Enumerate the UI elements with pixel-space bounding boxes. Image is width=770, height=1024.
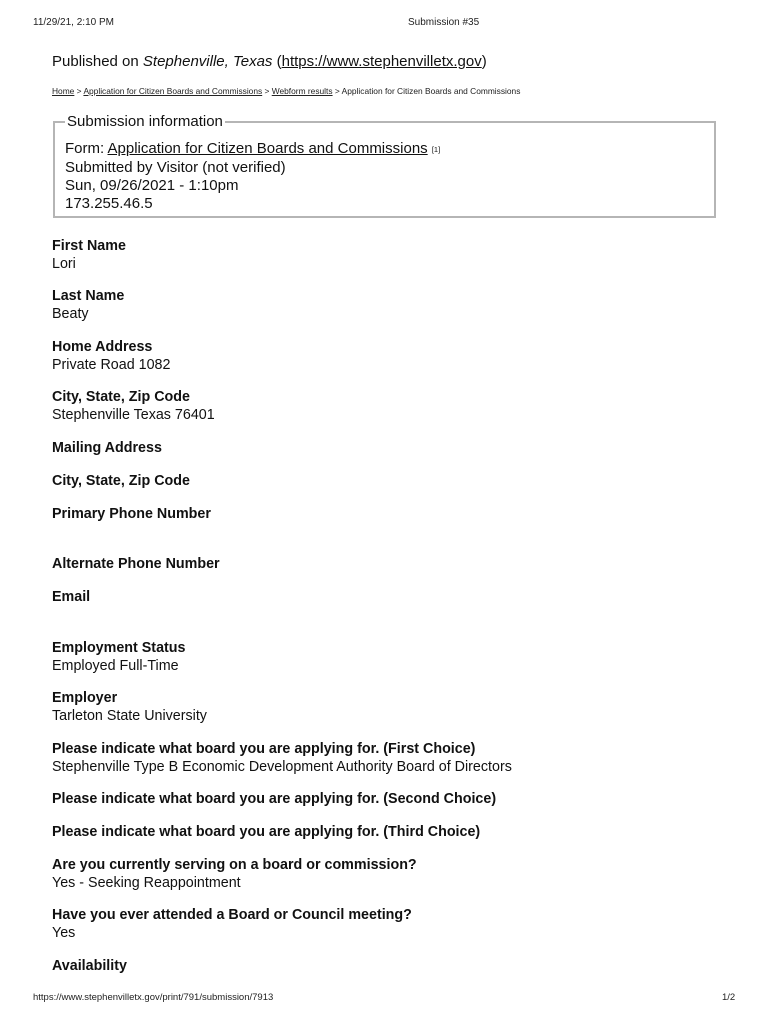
- published-open-paren: (: [272, 53, 282, 70]
- field-label: Employment Status: [52, 640, 186, 656]
- submission-form-line: [65, 140, 440, 159]
- site-name: Stephenville, Texas: [142, 53, 273, 70]
- published-line: [52, 53, 487, 70]
- form-reference: [1]: [431, 145, 441, 154]
- published-close-paren: ): [481, 53, 487, 70]
- field-board-second-choice: [52, 790, 496, 808]
- field-label: Please indicate what board you are applying for. (First Choice): [52, 741, 476, 757]
- field-label: Are you currently serving on a board or commission?: [52, 857, 417, 873]
- field-board-third-choice: [52, 823, 480, 841]
- field-value: Tarleton State University: [52, 708, 207, 724]
- breadcrumb-home-link[interactable]: Home: [52, 86, 75, 96]
- field-city-state-zip: [52, 388, 215, 424]
- field-attended-meeting: [52, 906, 412, 942]
- field-label: Alternate Phone Number: [52, 556, 220, 572]
- field-value: Beaty: [52, 306, 89, 322]
- field-label: First Name: [52, 238, 126, 254]
- field-label: Home Address: [52, 339, 153, 355]
- breadcrumb-separator: >: [74, 86, 84, 96]
- print-footer-url: https://www.stephenvilletx.gov/print/791/submission/7913: [33, 992, 274, 1003]
- field-label: City, State, Zip Code: [52, 473, 190, 489]
- field-value: Private Road 1082: [52, 357, 171, 373]
- print-datetime: 11/29/21, 2:10 PM: [33, 17, 114, 28]
- field-employment-status: [52, 639, 185, 675]
- form-prefix: Form:: [65, 140, 108, 157]
- field-value: Stephenville Texas 76401: [52, 407, 215, 423]
- field-availability: [52, 957, 127, 975]
- published-prefix: Published on: [52, 53, 143, 70]
- field-employer: [52, 689, 207, 725]
- field-value: Stephenville Type B Economic Development Authority Board of Directors: [52, 759, 512, 775]
- field-last-name: [52, 287, 124, 323]
- breadcrumb-form-link[interactable]: Application for Citizen Boards and Commissions: [83, 86, 263, 96]
- breadcrumb-current: Application for Citizen Boards and Commissions: [341, 86, 521, 96]
- field-label: City, State, Zip Code: [52, 389, 190, 405]
- print-page-number: 1/2: [722, 992, 736, 1003]
- submission-ip: 173.255.46.5: [65, 195, 153, 212]
- field-primary-phone: [52, 505, 211, 523]
- submission-info-content: [65, 140, 440, 213]
- field-mailing-address: [52, 439, 162, 457]
- field-home-address: [52, 338, 170, 374]
- field-board-first-choice: [52, 740, 512, 776]
- field-value: Yes - Seeking Reappointment: [52, 875, 241, 891]
- field-email: [52, 588, 90, 606]
- field-label: Employer: [52, 690, 118, 706]
- field-label: Have you ever attended a Board or Council meeting?: [52, 907, 412, 923]
- field-mailing-city-state-zip: [52, 472, 190, 490]
- breadcrumb: [52, 86, 520, 96]
- field-currently-serving: [52, 856, 417, 892]
- field-first-name: [52, 237, 126, 273]
- submitted-by: Submitted by Visitor (not verified): [65, 159, 286, 176]
- field-value: Employed Full-Time: [52, 658, 179, 674]
- print-title: Submission #35: [408, 17, 480, 28]
- field-value: Yes: [52, 925, 76, 941]
- field-value: Lori: [52, 256, 76, 272]
- form-name-link[interactable]: Application for Citizen Boards and Commissions: [107, 140, 428, 157]
- submission-date: Sun, 09/26/2021 - 1:10pm: [65, 177, 239, 194]
- site-url-link[interactable]: https://www.stephenvilletx.gov: [281, 53, 482, 70]
- field-label: Email: [52, 589, 91, 605]
- field-label: Primary Phone Number: [52, 506, 211, 522]
- submission-info-legend: Submission information: [67, 113, 223, 130]
- field-label: Last Name: [52, 288, 125, 304]
- breadcrumb-separator: >: [262, 86, 272, 96]
- field-label: Please indicate what board you are applying for. (Third Choice): [52, 824, 481, 840]
- field-label: Mailing Address: [52, 440, 162, 456]
- breadcrumb-separator: >: [332, 86, 342, 96]
- field-label: Please indicate what board you are applying for. (Second Choice): [52, 791, 497, 807]
- field-label: Availability: [52, 958, 127, 974]
- breadcrumb-results-link[interactable]: Webform results: [271, 86, 333, 96]
- field-alternate-phone: [52, 555, 220, 573]
